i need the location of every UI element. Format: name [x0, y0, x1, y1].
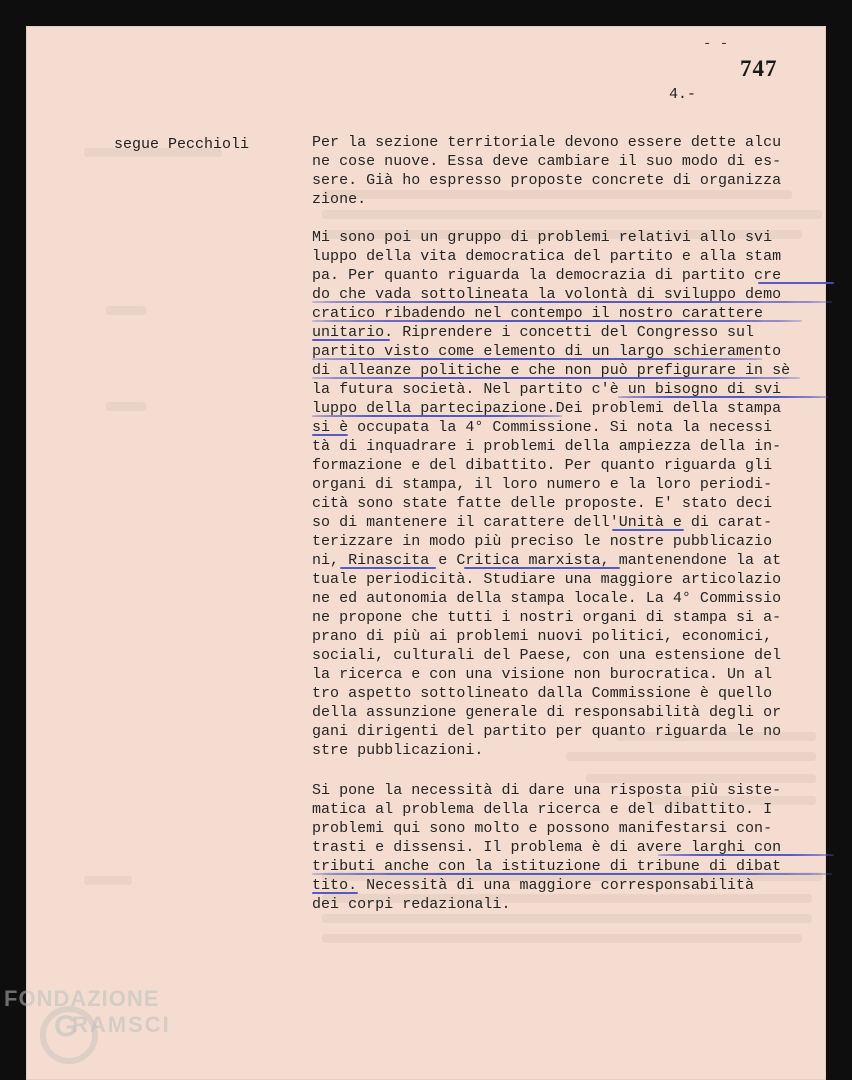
- pen-underline: [612, 529, 684, 531]
- text-line: gani dirigenti del partito per quanto riguarda le no: [312, 723, 782, 740]
- text-line: matica al problema della ricerca e del dibattito. I: [312, 801, 773, 818]
- text-line: ne ed autonomia della stampa locale. La 4° Commissio: [312, 590, 782, 607]
- text-line: formazione e del dibattito. Per quanto riguarda gli: [312, 457, 773, 474]
- text-line: tà di inquadrare i problemi della ampiezza della in-: [312, 438, 782, 455]
- text-line: terizzare in modo più preciso le nostre pubblicazio: [312, 533, 773, 550]
- pen-underline: [312, 358, 762, 360]
- pen-underline: [618, 396, 828, 398]
- text-line: tro aspetto sottolineato dalla Commissione è quello: [312, 685, 773, 702]
- text-line: la ricerca e con una visione non burocratica. Un al: [312, 666, 773, 683]
- pen-underline: [312, 892, 358, 894]
- page-number: 747: [740, 56, 778, 81]
- text-line: dei corpi redazionali.: [312, 896, 511, 913]
- text-line: ne cose nuove. Essa deve cambiare il suo modo di es-: [312, 153, 782, 170]
- pen-underline: [464, 567, 620, 569]
- pen-underline: [312, 434, 348, 436]
- text-line: ne propone che tutti i nostri organi di stampa si a-: [312, 609, 782, 626]
- pen-underline: [312, 320, 802, 322]
- text-line: cità sono state fatte delle proposte. E' stato deci: [312, 495, 773, 512]
- text-line: partito visto come elemento di un largo schieramento: [312, 343, 782, 360]
- pen-underline: [658, 854, 834, 856]
- text-line: luppo della vita democratica del partito e alla stam: [312, 248, 782, 265]
- text-line: cratico ribadendo nel contempo il nostro carattere: [312, 305, 764, 322]
- text-line: si è occupata la 4° Commissione. Si nota la necessi: [312, 419, 773, 436]
- pen-underline: [312, 873, 832, 875]
- pen-underline: [312, 339, 390, 341]
- section-number: 4.-: [669, 86, 697, 103]
- text-line: Per la sezione territoriale devono essere dette alcu: [312, 134, 782, 151]
- watermark-line1: FONDAZIONE: [4, 986, 160, 1011]
- pen-underline: [312, 415, 562, 417]
- speaker-label: segue Pecchioli: [114, 136, 250, 153]
- text-line: organi di stampa, il loro numero e la loro periodi-: [312, 476, 773, 493]
- text-line: so di mantenere il carattere dell'Unità e di carat-: [312, 514, 773, 531]
- document-page: [26, 26, 826, 1080]
- text-line: sere. Già ho espresso proposte concrete di organizza: [312, 172, 782, 189]
- text-line: della assunzione generale di responsabilità degli or: [312, 704, 782, 721]
- text-line: Si pone la necessità di dare una risposta più siste-: [312, 782, 782, 799]
- pen-underline: [312, 301, 832, 303]
- watermark-line2: RAMSCI: [72, 1012, 171, 1037]
- text-line: luppo della partecipazione.Dei problemi della stampa: [312, 400, 782, 417]
- pen-underline: [312, 377, 800, 379]
- text-line: zione.: [312, 191, 367, 208]
- text-line: trasti e dissensi. Il problema è di avere larghi con: [312, 839, 782, 856]
- text-line: tuale periodicità. Studiare una maggiore articolazio: [312, 571, 782, 588]
- text-line: pa. Per quanto riguarda la democrazia di partito cre: [312, 267, 782, 284]
- watermark-logo-letter: G: [54, 1010, 78, 1043]
- pen-underline: [340, 567, 436, 569]
- text-line: la futura società. Nel partito c'è un bisogno di svi: [312, 381, 782, 398]
- text-line: di alleanze politiche e che non può prefigurare in sè: [312, 362, 791, 379]
- archive-watermark: [0, 986, 230, 1076]
- top-mark: - -: [703, 36, 729, 52]
- text-line: unitario. Riprendere i concetti del Congresso sul: [312, 324, 755, 341]
- text-line: tito. Necessità di una maggiore corresponsabilità: [312, 877, 755, 894]
- text-line: do che vada sottolineata la volontà di sviluppo demo: [312, 286, 782, 303]
- text-line: ni, Rinascita e Critica marxista, mantenendone la at: [312, 552, 782, 569]
- text-line: prano di più ai problemi nuovi politici, economici,: [312, 628, 773, 645]
- text-line: problemi qui sono molto e possono manifestarsi con-: [312, 820, 773, 837]
- text-line: stre pubblicazioni.: [312, 742, 484, 759]
- text-line: tributi anche con la istituzione di tribune di dibat: [312, 858, 782, 875]
- text-line: sociali, culturali del Paese, con una estensione del: [312, 647, 782, 664]
- text-line: Mi sono poi un gruppo di problemi relativi allo svi: [312, 229, 773, 246]
- pen-underline: [758, 282, 834, 284]
